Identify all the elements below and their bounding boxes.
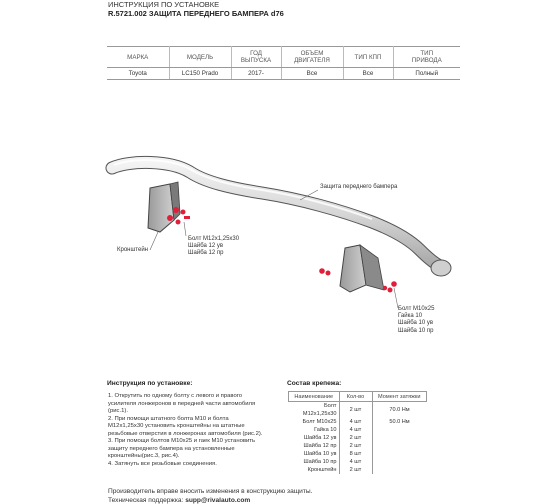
parts-header-torque: Момент затяжки [372,392,427,402]
spec-model: LC150 Prado [169,68,231,80]
parts-header-qty: Кол-во [339,392,372,402]
part-qty: 2 шт [339,434,372,442]
instruction-line: М12х1,25х30 установить кронштейны на штатные [108,423,245,429]
instruction-line: кронштейны(рис.3, рис.4). [108,453,180,459]
label-left-bolts: Болт М12х1,25х30 Шайба 12 ув Шайба 12 пр [188,236,240,257]
part-torque: 70.0 Нм [389,407,410,413]
part-qty: 8 шт [339,450,372,458]
doc-title-line1: ИНСТРУКЦИЯ ПО УСТАНОВКЕ [108,0,220,9]
fastener-parts-table [288,391,427,474]
part-torque [372,450,427,458]
parts-row [289,442,427,450]
part-qty: 2 шт [339,402,372,419]
spec-gearbox: Все [343,68,393,80]
part-name: Шайба 10 пр [289,458,340,466]
part-name: Шайба 12 пр [289,442,340,450]
instruction-line: резьбовые отверстия в лонжеронах автомобиля (рис.2). [108,430,263,437]
instructions-list [108,393,262,468]
parts-row [289,450,427,458]
spec-header-gearbox: ТИП КПП [354,53,382,61]
part-name: Болт М10х25 [289,418,340,426]
doc-title-line2: R.5721.002 ЗАЩИТА ПЕРЕДНЕГО БАМПЕРА d76 [108,9,284,18]
instruction-line: (рис.1). [108,408,128,414]
footer-disclaimer: Производитель вправе вносить изменения в конструкцию защиты. [108,488,313,495]
instructions-title: Инструкция по установке: [107,380,193,387]
label-right-bolts: Болт М10х25 Гайка 10 Шайба 10 ув Шайба 10 пр [398,306,435,334]
parts-row [289,458,427,466]
part-torque [372,434,427,442]
part-name: Шайба 10 ув [289,450,340,458]
guard-end-cap [431,260,451,276]
part-qty: 4 шт [339,458,372,466]
part-name: Кронштейн [289,466,340,474]
part-torque [372,426,427,434]
label-bracket: Кронштейн [117,247,148,253]
spec-drive: Полный [393,68,460,80]
footer-support [108,497,250,504]
parts-row [289,402,427,419]
spec-engine: Все [281,68,343,80]
instruction-line: 3. При помощи болтов М10х25 и гаек М10 установить [108,438,256,444]
part-qty: 2 шт [339,442,372,450]
part-torque [372,442,427,450]
part-torque [372,466,427,474]
left-bracket [148,184,174,232]
bolt-right-leader-line [394,288,398,308]
parts-header-name: Наименование [289,392,340,402]
part-name: Шайба 12 ув [289,434,340,442]
part-name: Гайка 10 [289,426,340,434]
instruction-line: усилителя лонжеронов в передней части автомобиля [108,400,256,407]
part-name: Болт М12х1,25х30 [289,402,340,419]
spec-brand: Toyota [107,68,169,80]
spec-header-brand: МАРКА [127,53,149,61]
part-qty: 4 шт [339,418,372,426]
label-front-guard: Защита переднего бампера [320,184,398,190]
spec-header-year: ГОД ВЫПУСКА [240,50,272,64]
parts-row [289,418,427,426]
part-torque: 50.0 Нм [389,419,410,425]
instruction-line: защиту переднего бампера на установленные [108,445,235,452]
spec-year: 2017- [231,68,281,80]
part-qty: 4 шт [339,426,372,434]
part-qty: 2 шт [339,466,372,474]
support-email-link[interactable]: supp@rivalauto.com [185,497,251,504]
parts-row [289,426,427,434]
bolt-leader-line [184,222,186,236]
spec-header-engine: ОБЪЕМ ДВИГАТЕЛЯ [294,50,330,64]
instruction-line: 1. Открутить по одному болту с левого и правого [108,393,243,399]
parts-row [289,466,427,474]
parts-header-row [289,392,427,402]
instruction-line: 4. Затянуть все резьбовые соединения. [108,460,217,467]
spec-header-drive: ТИП ПРИВОДА [411,50,442,64]
support-label: Техническая поддержка: [108,497,186,504]
bracket-leader-line [150,232,158,250]
instruction-line: 2. При помощи штатного болта М10 и болта [108,415,229,422]
part-torque [372,458,427,466]
parts-row [289,434,427,442]
spec-header-model: МОДЕЛЬ [186,53,214,61]
parts-title: Состав крепежа: [287,380,342,387]
